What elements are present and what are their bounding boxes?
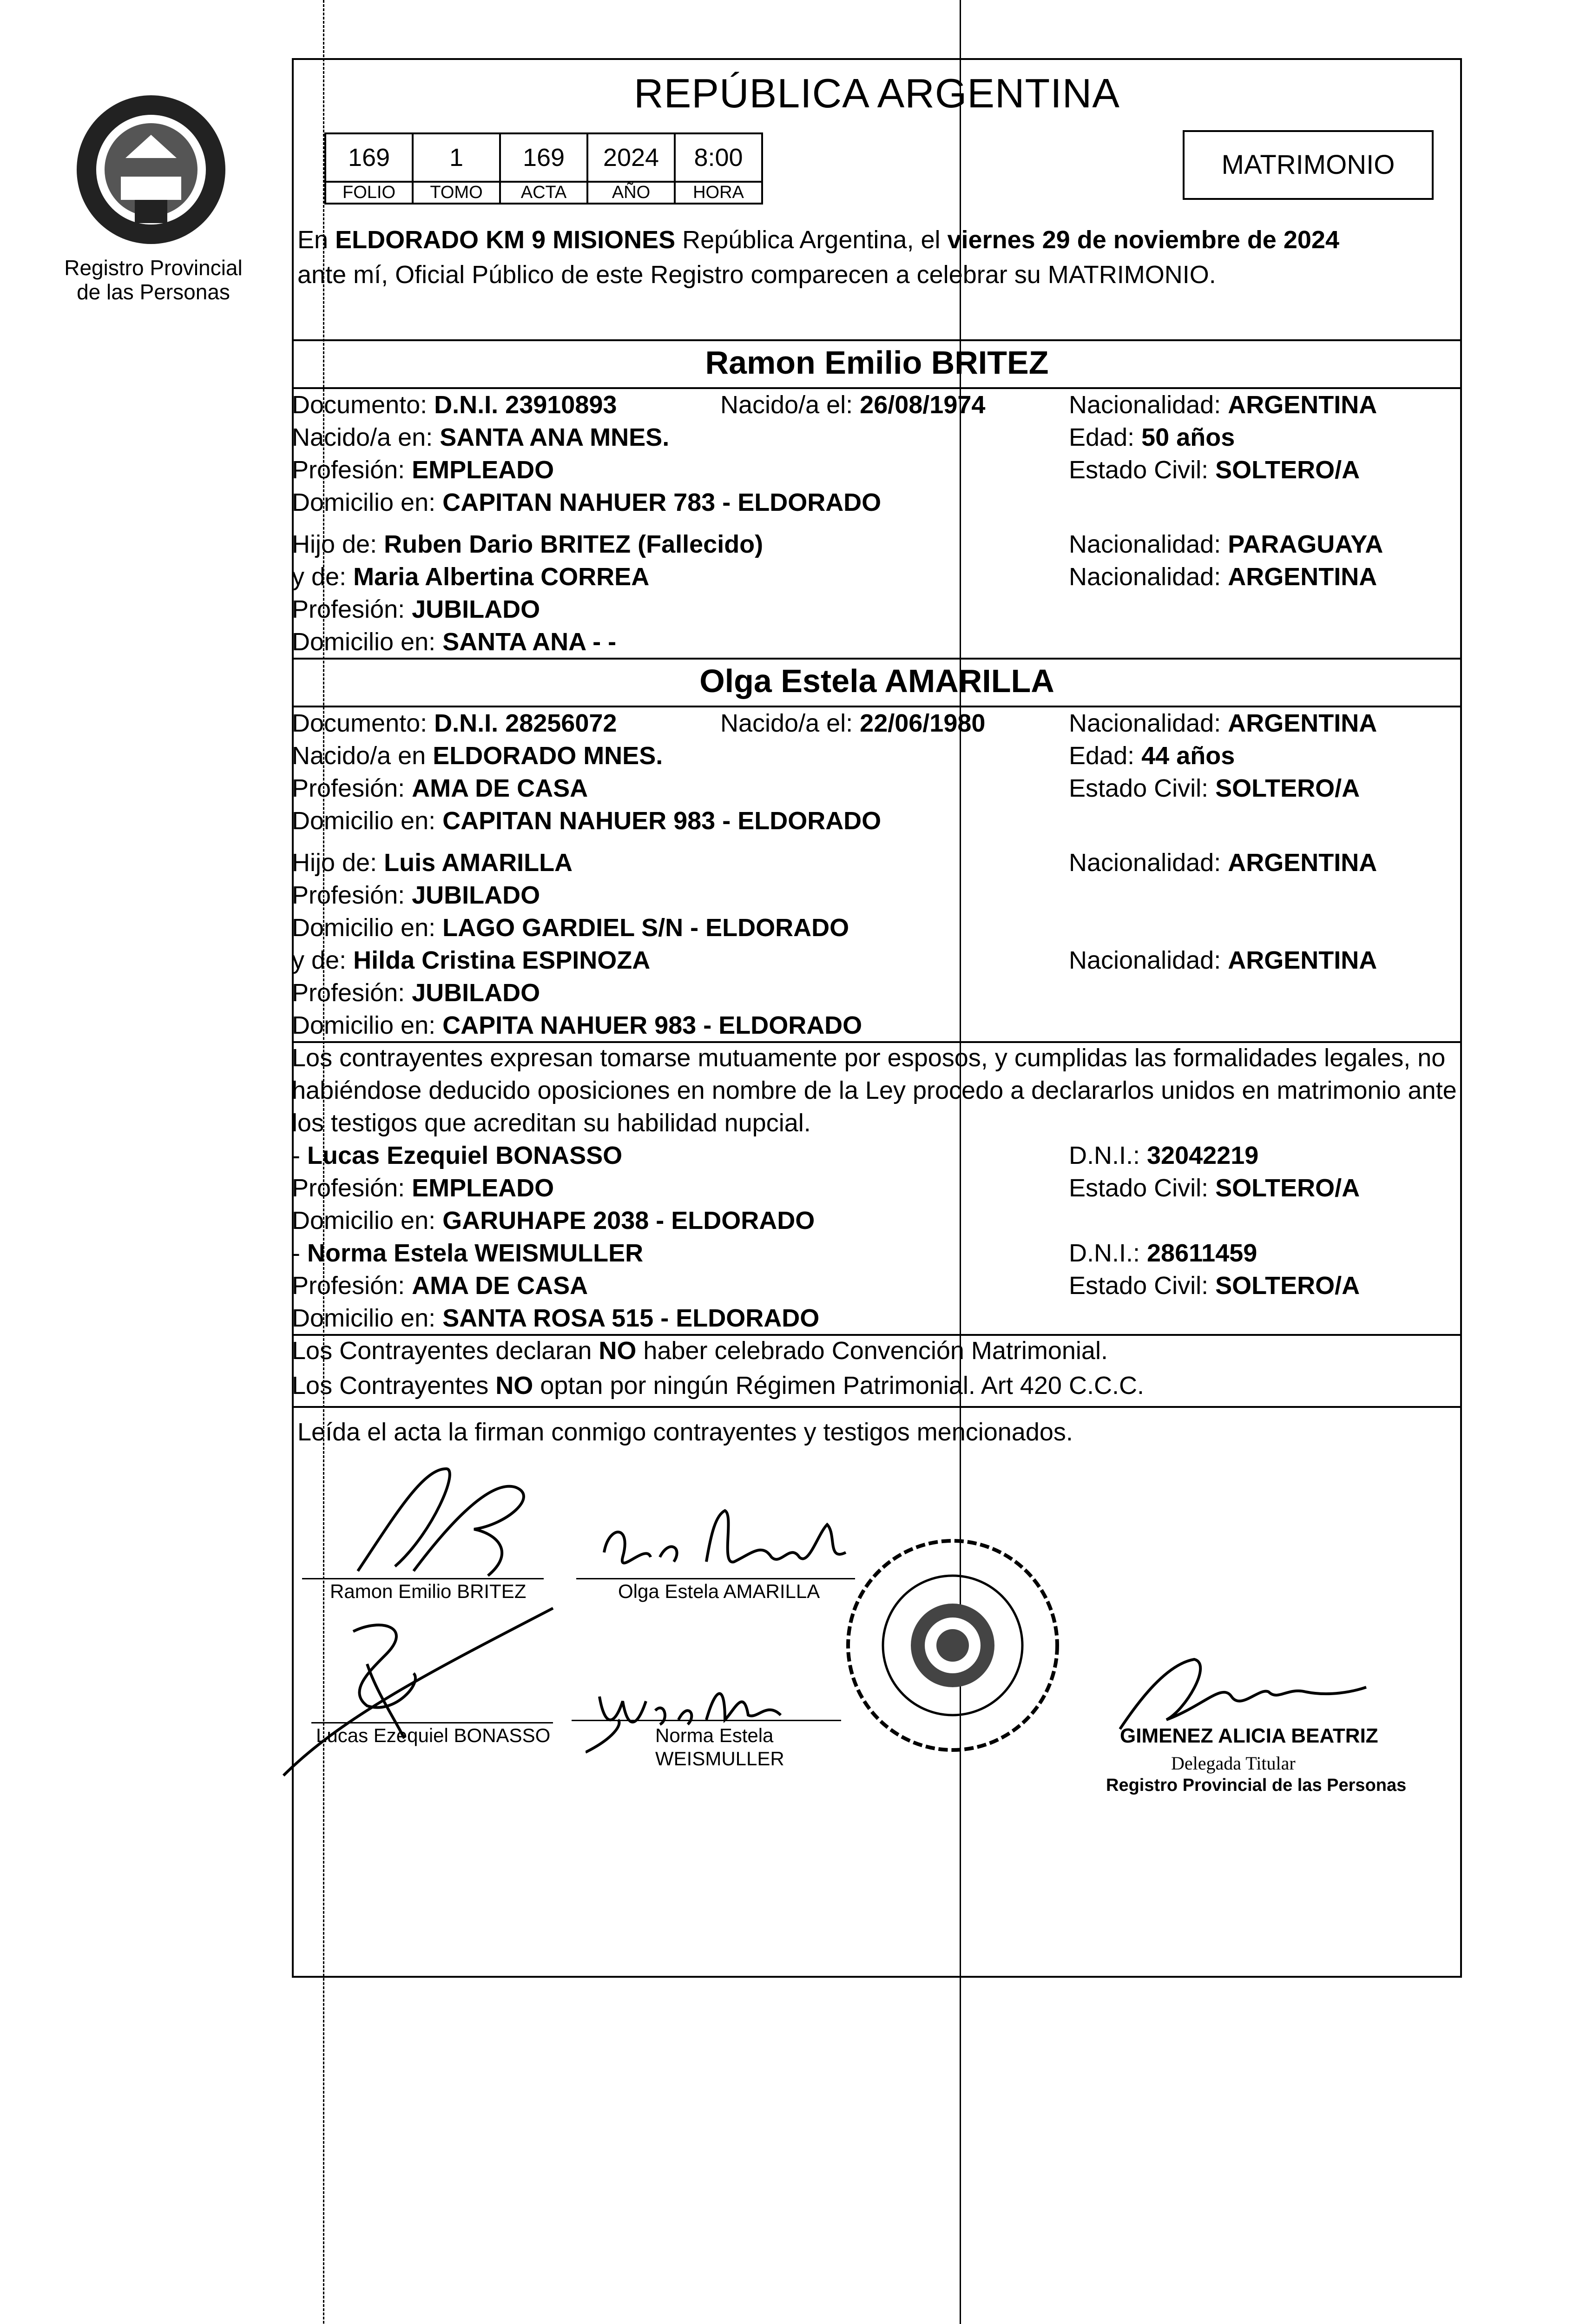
intro-line-2: ante mí, Oficial Público de este Registro comparecen a celebrar su MATRIMONIO. xyxy=(297,261,1216,289)
groom-signature xyxy=(339,1459,581,1594)
witness1-civil-status: Estado Civil: SOLTERO/A xyxy=(1069,1174,1360,1202)
divider xyxy=(292,339,1462,341)
witness2-name: - Norma Estela WEISMULLER xyxy=(292,1239,644,1267)
anio-label: AÑO xyxy=(587,182,675,204)
folio-value: 169 xyxy=(325,133,413,182)
witness2-civil-status: Estado Civil: SOLTERO/A xyxy=(1069,1272,1360,1300)
registry-label: Registro Provincial de las Personas xyxy=(64,256,243,304)
regime-line-2: Los Contrayentes NO optan por ningún Régimen Patrimonial. Art 420 C.C.C. xyxy=(292,1372,1144,1400)
witness1-signature-label: Lucas Ezequiel BONASSO xyxy=(316,1724,551,1746)
hora-value: 8:00 xyxy=(675,133,762,182)
bride-signature-label: Olga Estela AMARILLA xyxy=(618,1580,820,1602)
tomo-label: TOMO xyxy=(413,182,500,204)
tomo-value: 1 xyxy=(413,133,500,182)
witness2-profession: Profesión: AMA DE CASA xyxy=(292,1272,588,1300)
bride-birthdate: Nacido/a el: 22/06/1980 xyxy=(720,709,986,737)
signature-line xyxy=(576,1578,855,1579)
bride-name: Olga Estela AMARILLA xyxy=(699,663,1054,699)
intro-line-1: En ELDORADO KM 9 MISIONES República Argentina, el viernes 29 de noviembre de 2024 xyxy=(297,226,1339,254)
bride-nationality: Nacionalidad: ARGENTINA xyxy=(1069,709,1377,737)
divider xyxy=(292,1041,1462,1043)
province-seal-logo xyxy=(70,88,232,251)
bride-father-nationality: Nacionalidad: ARGENTINA xyxy=(1069,849,1377,877)
groom-birthdate: Nacido/a el: 26/08/1974 xyxy=(720,391,986,419)
groom-signature-label: Ramon Emilio BRITEZ xyxy=(330,1580,527,1602)
witness1-address: Domicilio en: GARUHAPE 2038 - ELDORADO xyxy=(292,1207,815,1235)
groom-profession: Profesión: EMPLEADO xyxy=(292,456,554,484)
signature-line xyxy=(572,1720,841,1721)
groom-father-nationality: Nacionalidad: PARAGUAYA xyxy=(1069,530,1383,558)
regime-line-1: Los Contrayentes declaran NO haber celebrado Convención Matrimonial. xyxy=(292,1337,1108,1365)
signature-line xyxy=(311,1722,553,1723)
bride-age: Edad: 44 años xyxy=(1069,742,1235,770)
bride-civil-status: Estado Civil: SOLTERO/A xyxy=(1069,774,1360,802)
bride-mother-profession: Profesión: JUBILADO xyxy=(292,979,540,1007)
witness2-signature-label-2: WEISMULLER xyxy=(655,1748,784,1769)
act-type-box: MATRIMONIO xyxy=(1183,130,1434,200)
divider xyxy=(292,1334,1462,1336)
witness1-name: - Lucas Ezequiel BONASSO xyxy=(292,1142,623,1169)
groom-nationality: Nacionalidad: ARGENTINA xyxy=(1069,391,1377,419)
divider xyxy=(292,1406,1462,1408)
groom-name: Ramon Emilio BRITEZ xyxy=(705,344,1049,381)
declaration-line-2: habiéndose deducido oposiciones en nombre de la Ley procedo a declararlos unidos en matrimonio ante xyxy=(292,1076,1457,1104)
bride-birthplace: Nacido/a en ELDORADO MNES. xyxy=(292,742,663,770)
hora-label: HORA xyxy=(675,182,762,204)
groom-father: Hijo de: Ruben Dario BRITEZ (Fallecido) xyxy=(292,530,764,558)
groom-mother: y de: Maria Albertina CORREA xyxy=(292,563,650,591)
groom-address: Domicilio en: CAPITAN NAHUER 783 - ELDORADO xyxy=(292,489,882,516)
groom-parents-address: Domicilio en: SANTA ANA - - xyxy=(292,628,617,656)
groom-document: Documento: D.N.I. 23910893 xyxy=(292,391,617,419)
bride-document: Documento: D.N.I. 28256072 xyxy=(292,709,617,737)
bride-address: Domicilio en: CAPITAN NAHUER 983 - ELDORADO xyxy=(292,807,882,835)
divider xyxy=(292,706,1462,707)
registry-stamp xyxy=(841,1534,1064,1757)
official-title: Delegada Titular xyxy=(1171,1753,1296,1774)
declaration-line-3: los testigos que acreditan su habilidad nupcial. xyxy=(292,1109,811,1137)
witness2-signature-label-1: Norma Estela xyxy=(655,1724,774,1746)
bride-father: Hijo de: Luis AMARILLA xyxy=(292,849,573,877)
page-title: REPÚBLICA ARGENTINA xyxy=(634,70,1120,116)
record-header-table xyxy=(324,132,763,205)
bride-mother: y de: Hilda Cristina ESPINOZA xyxy=(292,946,651,974)
closing-statement: Leída el acta la firman conmigo contrayentes y testigos mencionados. xyxy=(297,1418,1073,1446)
witness1-dni: D.N.I.: 32042219 xyxy=(1069,1142,1259,1169)
anio-value: 2024 xyxy=(587,133,675,182)
groom-mother-nationality: Nacionalidad: ARGENTINA xyxy=(1069,563,1377,591)
witness2-address: Domicilio en: SANTA ROSA 515 - ELDORADO xyxy=(292,1304,820,1332)
declaration-line-1: Los contrayentes expresan tomarse mutuamente por esposos, y cumplidas las formalidades legales, no xyxy=(292,1044,1446,1072)
bride-father-profession: Profesión: JUBILADO xyxy=(292,881,540,909)
bride-mother-nationality: Nacionalidad: ARGENTINA xyxy=(1069,946,1377,974)
folio-label: FOLIO xyxy=(325,182,413,204)
divider xyxy=(292,387,1462,389)
bride-father-address: Domicilio en: LAGO GARDIEL S/N - ELDORADO xyxy=(292,914,849,942)
groom-civil-status: Estado Civil: SOLTERO/A xyxy=(1069,456,1360,484)
divider xyxy=(292,658,1462,660)
signature-line xyxy=(302,1578,544,1579)
witness1-signature xyxy=(274,1599,562,1785)
witness2-dni: D.N.I.: 28611459 xyxy=(1069,1239,1257,1267)
bride-signature xyxy=(595,1497,864,1590)
groom-birthplace: Nacido/a en: SANTA ANA MNES. xyxy=(292,423,670,451)
bride-profession: Profesión: AMA DE CASA xyxy=(292,774,588,802)
acta-label: ACTA xyxy=(500,182,587,204)
groom-parents-profession: Profesión: JUBILADO xyxy=(292,595,540,623)
witness1-profession: Profesión: EMPLEADO xyxy=(292,1174,554,1202)
groom-age: Edad: 50 años xyxy=(1069,423,1235,451)
acta-value: 169 xyxy=(500,133,587,182)
official-organization: Registro Provincial de las Personas xyxy=(1106,1776,1407,1795)
official-name: GIMENEZ ALICIA BEATRIZ xyxy=(1120,1724,1378,1747)
bride-mother-address: Domicilio en: CAPITA NAHUER 983 - ELDORADO xyxy=(292,1011,862,1039)
